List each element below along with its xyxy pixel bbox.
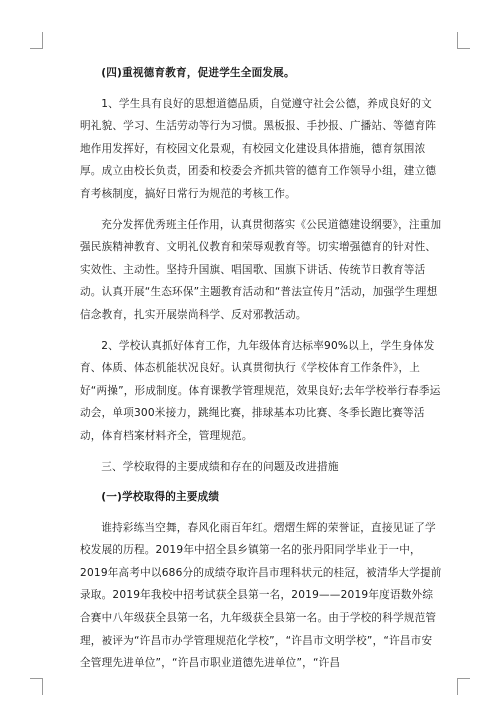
- paragraph-class-teacher-role: 充分发挥优秀班主任作用，认真贯彻落实《公民道德建设纲要》，注重加强民族精神教育、文明礼仪教育和荣辱观教育等。切实增强德育的针对性、实效性、主动性。坚持升国旗、唱国歌、国旗下讲话、传统节日教育等活动。认真开展“生态环保”主题教育活动和“普法宣传月”活动，加强学生理想信念教育，扎实开展崇尚科学、反对邪教活动。: [80, 218, 442, 321]
- crop-mark-bottom-right: [457, 678, 470, 695]
- crop-mark-top-right: [457, 32, 470, 49]
- document-body: [80, 62, 442, 675]
- crop-mark-top-left: [30, 32, 43, 49]
- subsection-heading-achievements: (一)学校取得的主要成绩: [101, 491, 220, 504]
- section-heading-moral-education: (四)重视德育教育，促进学生全面发展。: [101, 67, 295, 79]
- crop-mark-bottom-left: [30, 678, 43, 695]
- paragraph-physical-education: 2、学校认真抓好体育工作，九年级体育达标率90%以上，学生身体发育、体质、体态机能状况良好。认真贯彻执行《学校体育工作条件》，上好“两操”，形成制度。体育课教学管理规范，效果良好;去年学校举行春季运动会，单项300米接力，跳绳比赛，排球基本功比赛、冬季长跑比赛等活动，体育档案材料齐全，管理规范。: [80, 339, 441, 442]
- section-heading-achievements-problems: 三、学校取得的主要成绩和存在的问题及改进措施: [101, 460, 339, 473]
- paragraph-honors: 谁持彩练当空舞，春风化雨百年红。熠熠生辉的荣誉证，直接见证了学校发展的历程。2019年中招全县乡镇第一名的张丹阳同学毕业于一中，2019年高考中以686分的成绩夺取许昌市理科状元的桂冠，被清华大学提前录取。2019年我校中招考试获全县第一名，2019——2019年度语数外综合赛中八年级获全县第一名，九年级获全县第一名。由于学校的科学规范管理，被评为“许昌市办学管理规范化学校”，“许昌市文明学校”，“许昌市安全管理先进单位”，“许昌市职业道德先进单位”，“许昌: [80, 521, 442, 670]
- paragraph-moral-quality: 1、学生具有良好的思想道德品质，自觉遵守社会公德，养成良好的文明礼貌、学习、生活劳动等行为习惯。黑板报、手抄报、广播站、等德育阵地作用发挥好，有校园文化景观，有校园文化建设具体措施，德育氛围浓厚。成立由校长负责，团委和校委会齐抓共管的德育工作领导小组，建立德育考核制度，搞好日常行为规范的考核工作。: [80, 97, 437, 200]
